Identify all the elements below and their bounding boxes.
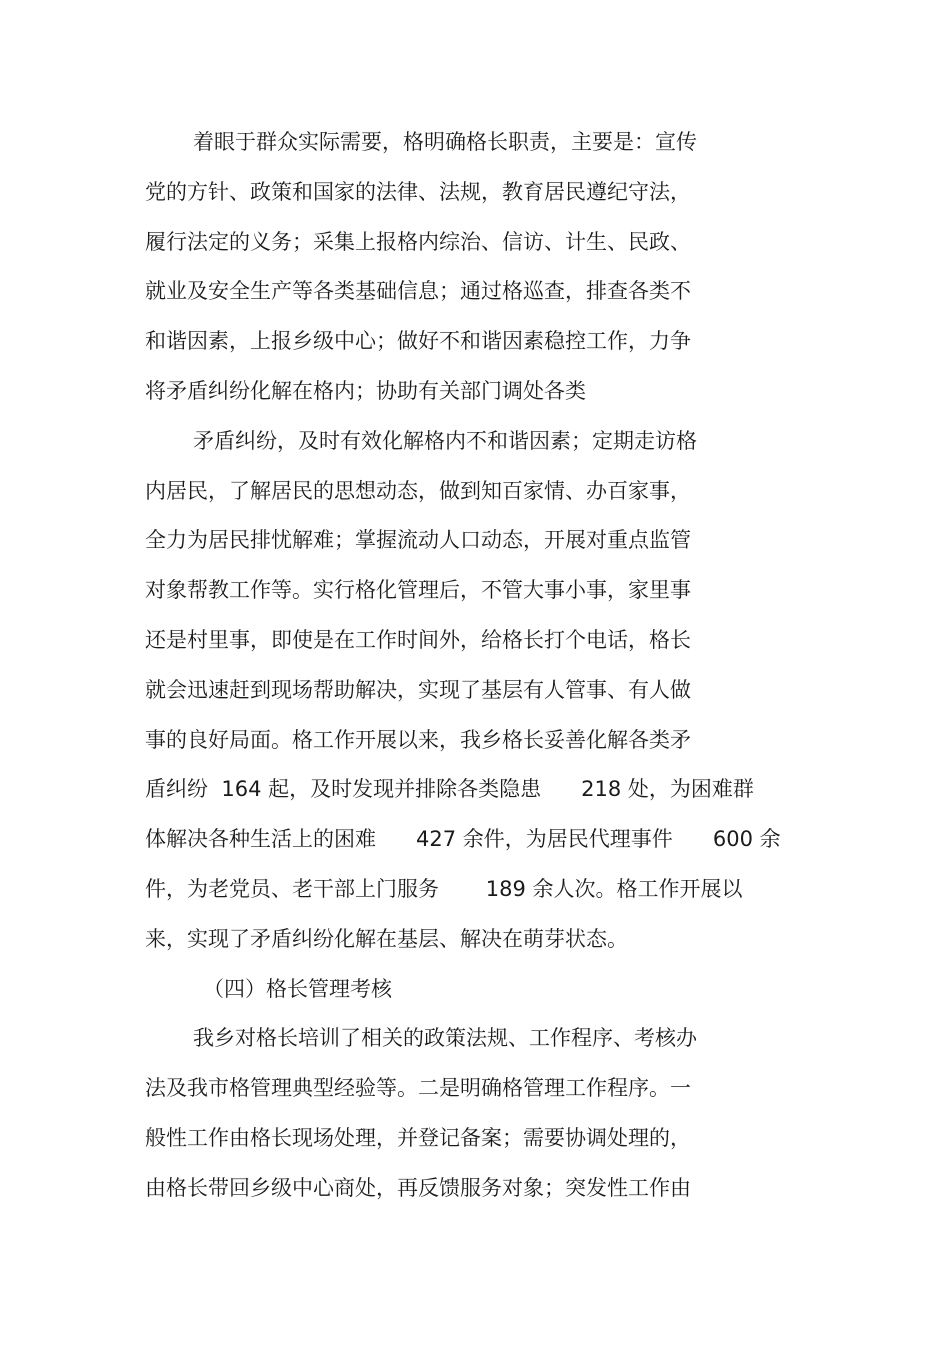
paragraph-line: 矛盾纠纷，及时有效化解格内不和谐因素；定期走访格 <box>193 429 697 453</box>
paragraph-line: 还是村里事，即使是在工作时间外，给格长打个电话，格长 <box>145 628 691 652</box>
paragraph-line: 着眼于群众实际需要，格明确格长职责，主要是：宣传 <box>193 130 697 154</box>
paragraph-line: 就会迅速赶到现场帮助解决，实现了基层有人管事、有人做 <box>145 678 691 702</box>
paragraph-line: 就业及安全生产等各类基础信息；通过格巡查，排查各类不 <box>145 279 691 303</box>
paragraph-line: 对象帮教工作等。实行格化管理后，不管大事小事，家里事 <box>145 578 691 602</box>
paragraph-line: 来，实现了矛盾纠纷化解在基层、解决在萌芽状态。 <box>145 927 628 951</box>
paragraph-line: 般性工作由格长现场处理，并登记备案；需要协调处理的， <box>145 1126 691 1150</box>
paragraph-line: 和谐因素，上报乡级中心；做好不和谐因素稳控工作，力争 <box>145 329 691 353</box>
paragraph-line: 盾纠纷 164 起，及时发现并排除各类隐患 218 处，为困难群 <box>145 777 754 801</box>
paragraph-line: 将矛盾纠纷化解在格内；协助有关部门调处各类 <box>145 379 586 403</box>
paragraph-line: 全力为居民排忧解难；掌握流动人口动态，开展对重点监管 <box>145 528 691 552</box>
section-heading: （四）格长管理考核 <box>203 977 392 1001</box>
paragraph-line: 事的良好局面。格工作开展以来，我乡格长妥善化解各类矛 <box>145 728 691 752</box>
paragraph-line: 党的方针、政策和国家的法律、法规，教育居民遵纪守法， <box>145 180 691 204</box>
paragraph-line: 件，为老党员、老干部上门服务 189 余人次。格工作开展以 <box>145 877 743 901</box>
paragraph-line: 履行法定的义务；采集上报格内综治、信访、计生、民政、 <box>145 230 691 254</box>
paragraph-line: 法及我市格管理典型经验等。二是明确格管理工作程序。一 <box>145 1076 691 1100</box>
paragraph-line: 我乡对格长培训了相关的政策法规、工作程序、考核办 <box>193 1026 697 1050</box>
paragraph-line: 由格长带回乡级中心商处，再反馈服务对象；突发性工作由 <box>145 1176 691 1200</box>
paragraph-line: 内居民，了解居民的思想动态，做到知百家情、办百家事， <box>145 479 691 503</box>
paragraph-line: 体解决各种生活上的困难 427 余件，为居民代理事件 600 余 <box>145 827 781 851</box>
